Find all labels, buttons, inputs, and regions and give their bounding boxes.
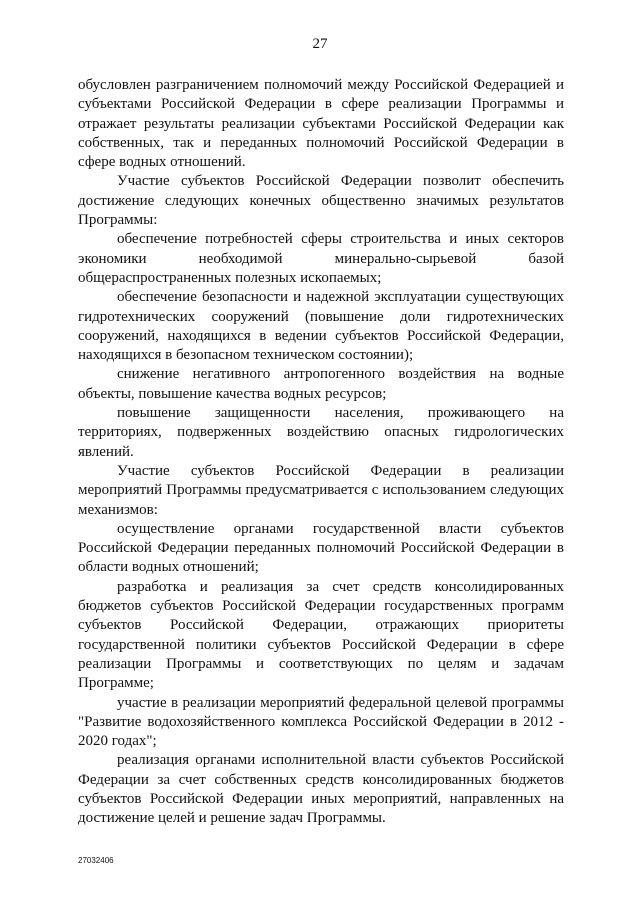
list-item-delegated-powers: осуществление органами государственной власти субъектов Российской Федерации переданных полномочий Российской Федерации в области водных отношений; bbox=[78, 520, 564, 576]
paragraph-results-intro: Участие субъектов Российской Федерации позволит обеспечить достижение следующих конечных общественно значимых результатов Программы: bbox=[78, 173, 564, 229]
document-body bbox=[78, 76, 564, 829]
list-item-federal-program: участие в реализации мероприятий федеральной целевой программы "Развитие водохозяйственного комплекса Российской Федерации в 2012 - 2020 годах"; bbox=[78, 694, 564, 750]
footer-document-code: 27032406 bbox=[78, 856, 114, 865]
list-item-water-quality: снижение негативного антропогенного воздействия на водные объекты, повышение качества водных ресурсов; bbox=[78, 366, 564, 402]
list-item-hydro-safety: обеспечение безопасности и надежной эксплуатации существующих гидротехнических сооружений (повышение доли гидротехнических сооружений, находящихся в ведении субъектов Российской Федерации, находящихся в безопасном техническом состоянии); bbox=[78, 289, 564, 364]
page-number: 27 bbox=[312, 36, 328, 52]
list-item-own-funds: реализация органами исполнительной власти субъектов Российской Федерации за счет собственных средств консолидированных бюджетов субъектов Российской Федерации иных мероприятий, направленных на достижение целей и решение задач Программы. bbox=[78, 752, 564, 827]
paragraph-mechanisms-intro: Участие субъектов Российской Федерации в реализации мероприятий Программы предусматривается с использованием следующих механизмов: bbox=[78, 462, 564, 518]
list-item-flood-protection: повышение защищенности населения, проживающего на территориях, подверженных воздействию опасных гидрологических явлений. bbox=[78, 405, 564, 460]
list-item-mineral-base: обеспечение потребностей сферы строительства и иных секторов экономики необходимой минерально-сырьевой базой общераспространенных полезных ископаемых; bbox=[78, 231, 564, 286]
list-item-regional-programs: разработка и реализация за счет средств консолидированных бюджетов субъектов Российской Федерации государственных программ субъектов Российской Федерации, отражающих приоритеты государственной политики субъектов Российской Федерации в сфере реализации Программы и соответствующих по целям и задачам Программе; bbox=[78, 578, 564, 692]
paragraph-continuation: обусловлен разграничением полномочий между Российской Федерацией и субъектами Российской Федерации в сфере реализации Программы и отражает результаты реализации субъектами Российской Федерации как собственных, так и переданных полномочий Российской Федерации в сфере водных отношений. bbox=[78, 77, 564, 171]
